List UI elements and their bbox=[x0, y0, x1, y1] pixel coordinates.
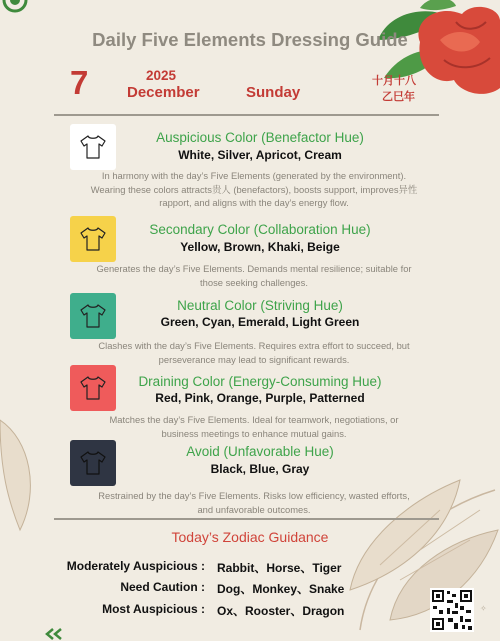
date-year: 2025 bbox=[146, 68, 177, 83]
qr-code bbox=[430, 588, 474, 632]
category-heading: Auspicious Color (Benefactor Hue) bbox=[156, 130, 364, 145]
category-heading: Draining Color (Energy-Consuming Hue) bbox=[138, 374, 382, 389]
category-heading: Neutral Color (Striving Hue) bbox=[177, 298, 343, 313]
category-colors: Red, Pink, Orange, Purple, Patterned bbox=[155, 391, 365, 405]
date-weekday: Sunday bbox=[246, 84, 301, 101]
category-heading: Avoid (Unfavorable Hue) bbox=[186, 444, 334, 459]
watermark-mark: ✧ bbox=[480, 604, 487, 613]
category-colors: Green, Cyan, Emerald, Light Green bbox=[160, 315, 360, 329]
chevron-left-icon bbox=[44, 628, 66, 640]
zodiac-divider bbox=[54, 518, 439, 520]
category-colors: Yellow, Brown, Khaki, Beige bbox=[180, 240, 340, 254]
category-heading: Secondary Color (Collaboration Hue) bbox=[149, 222, 371, 237]
date-month: December bbox=[127, 84, 200, 101]
date-day: 7 bbox=[70, 64, 89, 101]
page-title: Daily Five Elements Dressing Guide bbox=[92, 29, 408, 50]
zodiac-value: Rabbit、Horse、Tiger bbox=[217, 561, 342, 575]
lunar-ganzhi: 乙巳年 bbox=[382, 91, 415, 103]
category-description: In harmony with the day’s Five Elements (generated by the environment). Wearing these colors attracts贵人 (benefactors), boosts support, improves异性 rapport, and aligns with the day’s energy flow. bbox=[90, 170, 418, 208]
zodiac-value: Ox、Rooster、Dragon bbox=[217, 604, 345, 618]
zodiac-label: Most Auspicious : bbox=[102, 602, 205, 616]
category-description: Generates the day’s Five Elements. Demands mental resilience; suitable for those seeking challenges. bbox=[96, 263, 412, 288]
zodiac-value: Dog、Monkey、Snake bbox=[217, 582, 345, 596]
category-colors: Black, Blue, Gray bbox=[210, 462, 310, 476]
logo-icon bbox=[0, 0, 34, 16]
category-colors: White, Silver, Apricot, Cream bbox=[178, 148, 342, 162]
category-description: Matches the day’s Five Elements. Ideal for teamwork, negotiations, or business meetings to enhance mutual gains. bbox=[109, 414, 399, 439]
leaf-sketch-left-decoration bbox=[0, 400, 60, 540]
zodiac-heading: Today’s Zodiac Guidance bbox=[171, 529, 329, 545]
zodiac-label: Need Caution : bbox=[120, 580, 205, 594]
category-description: Restrained by the day’s Five Elements. Risks low efficiency, wasted efforts, and unfavorable outcomes. bbox=[98, 490, 410, 515]
category-description: Clashes with the day’s Five Elements. Requires extra effort to succeed, but perseverance may lead to significant rewards. bbox=[98, 340, 410, 365]
header-divider bbox=[54, 114, 439, 116]
zodiac-label: Moderately Auspicious : bbox=[66, 559, 205, 573]
lunar-date: 十月十八 bbox=[372, 75, 416, 87]
